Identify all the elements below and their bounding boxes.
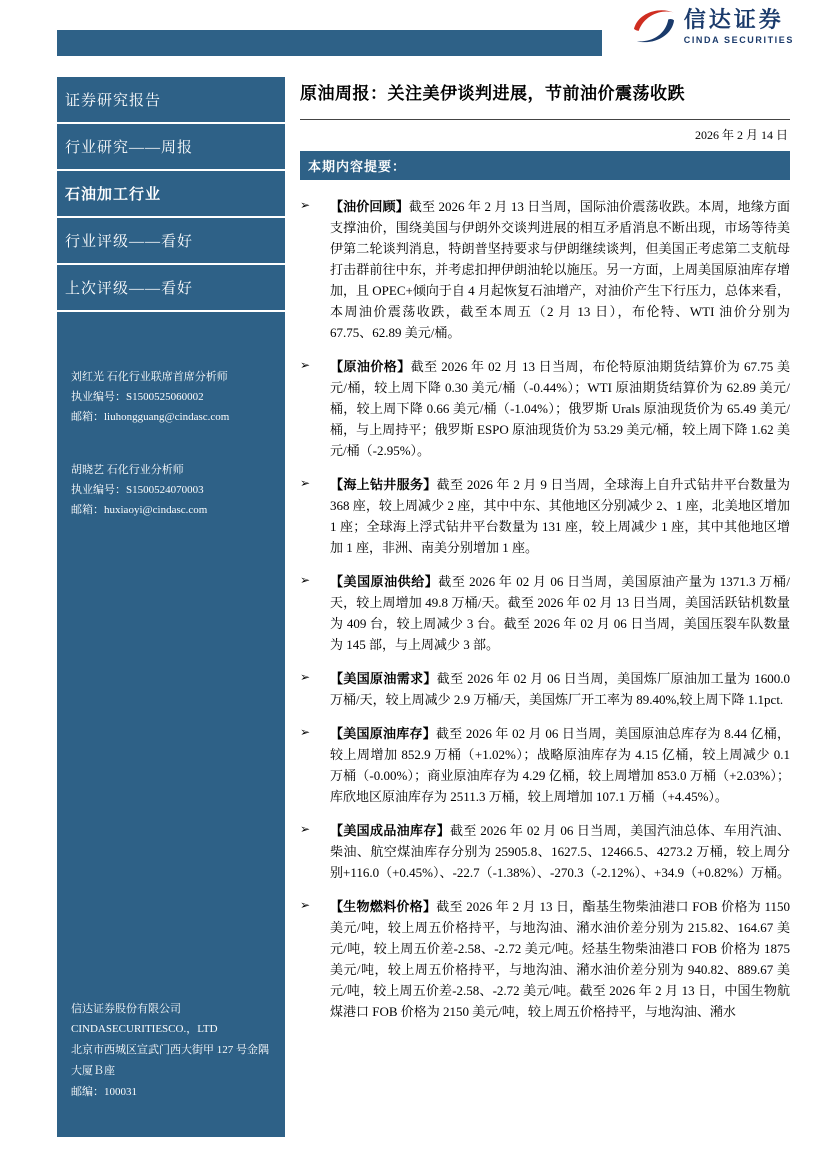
sidebar-items (57, 75, 285, 312)
summary-bar: 本期内容提要： (300, 151, 790, 180)
top-banner (57, 30, 602, 56)
brand-name-en: CINDA SECURITIES (683, 34, 794, 45)
arrow-bullet-icon: ➢ (300, 897, 311, 912)
bullet-text: 【生物燃料价格】截至 2026 年 2 月 13 日，酯基生物柴油港口 FOB 价格为 1150 美元/吨，较上周五价格持平，与地沟油、潲水油价差分别为 215.82、164.67 美元/吨，较上周五价差-2.58、-2.72 美元/吨。烃基生物柴油港口 FOB 价格为 1875 美元/吨，较上周五价格持平，与地沟油、潲水油价差分别为 940.82、889.67 美元/吨，较上周五价差-2.58、-2.72 美元/吨。截至 2026 年 2 月 13 日，中国生物航煤港口 FOB 价格为 2150 美元/吨，较上周五价格持平，与地沟油、潲水 (330, 898, 790, 1019)
sidebar-item: 行业研究——周报 (57, 124, 285, 171)
bullet-list (300, 196, 790, 1022)
bullet-tag: 【美国原油库存】 (330, 725, 436, 741)
summary-bullet (300, 896, 790, 1022)
sidebar-item: 行业评级——看好 (57, 218, 285, 265)
logo-text (684, 8, 794, 45)
arrow-bullet-icon: ➢ (300, 357, 311, 372)
brand-name-cn: 信达证券 (683, 7, 784, 33)
arrow-bullet-icon: ➢ (300, 197, 311, 212)
bullet-text: 【原油价格】截至 2026 年 02 月 13 日当周，布伦特原油期货结算价为 67.75 美元/桶，较上周下降 0.30 美元/桶（-0.44%）；WTI 原油期货结算价为 62.89 美元/桶，较上周下降 0.66 美元/桶（-1.04%）；俄罗斯 Urals 原油现货价为 65.49 美元/桶，与上周持平；俄罗斯 ESPO 原油现货价为 53.29 美元/桶，较上周下降 1.62 美元/桶（-2.95%）。 (330, 358, 790, 458)
summary-bullet (300, 474, 790, 558)
bullet-text: 【油价回顾】截至 2026 年 2 月 13 日当周，国际油价震荡收跌。本周，地缘方面支撑油价，围绕美国与伊朗外交谈判进展的相互矛盾消息不断出现，市场等待美伊第二轮谈判消息，特朗普坚持要求与伊朗继续谈判，但美国正考虑第二支航母打击群前往中东，并考虑扣押伊朗油轮以施压。另一方面，上周美国原油库存增加，且 OPEC+倾向于自 4 月起恢复石油增产，对油价产生下行压力，总体来看，本周油价震荡收跌，截至本周五（2 月 13 日），布伦特、WTI 油价分别为 67.75、62.89 美元/桶。 (330, 198, 790, 340)
analyst-line: 邮箱：huxiaoyi@cindasc.com (71, 503, 208, 516)
bullet-text: 【海上钻井服务】截至 2026 年 2 月 9 日当周，全球海上自升式钻井平台数量为 368 座，较上周减少 2 座，其中中东、其他地区分别减少 2、1 座，北美地区增加 1 座；全球海上浮式钻井平台数量为 131 座，较上周减少 1 座，其中其他地区增加 1 座，非洲、南美分别增加 1 座。 (330, 476, 790, 555)
main-content (300, 82, 790, 1035)
summary-bullet (300, 820, 790, 883)
summary-bullet (300, 571, 790, 655)
arrow-bullet-icon: ➢ (300, 724, 311, 739)
logo-swoosh-icon (631, 6, 677, 48)
report-date: 2026 年 2 月 14 日 (694, 127, 788, 142)
analyst-block (71, 461, 271, 520)
company-info-line: 信达证券股份有限公司 (71, 1002, 181, 1015)
arrow-bullet-icon: ➢ (300, 669, 311, 684)
company-info (57, 999, 283, 1103)
bullet-text: 【美国原油需求】截至 2026 年 02 月 06 日当周，美国炼厂原油加工量为 1600.0 万桶/天，较上周减少 2.9 万桶/天，美国炼厂开工率为 89.40%,较上周下降 1.1pct. (330, 670, 790, 707)
arrow-bullet-icon: ➢ (300, 475, 311, 490)
bullet-tag: 【美国成品油库存】 (330, 822, 451, 838)
bullet-text: 【美国原油库存】截至 2026 年 02 月 06 日当周，美国原油总库存为 8.44 亿桶，较上周增加 852.9 万桶（+1.02%）；战略原油库存为 4.15 亿桶，较上周减少 0.1 万桶（-0.00%）；商业原油库存为 4.29 亿桶，较上周增加 853.0 万桶（+2.03%）；库欣地区原油库存为 2511.3 万桶，较上周增加 107.1 万桶（+4.45%）。 (330, 725, 790, 804)
analyst-line: 执业编号：S1500524070003 (71, 484, 204, 497)
analyst-line: 胡晓艺 石化行业分析师 (71, 464, 184, 477)
bullet-tag: 【油价回顾】 (330, 198, 409, 214)
sidebar-item: 证券研究报告 (57, 77, 285, 124)
analyst-line: 执业编号：S1500525060002 (71, 390, 204, 403)
bullet-text: 【美国原油供给】截至 2026 年 02 月 06 日当周，美国原油产量为 1371.3 万桶/天，较上周增加 49.8 万桶/天。截至 2026 年 02 月 13 日当周，美国活跃钻机数量为 409 台，较上周减少 3 台。截至 2026 年 02 月 06 日当周，美国压裂车队数量为 145 部，与上周减少 3 部。 (330, 573, 790, 652)
bullet-tag: 【原油价格】 (330, 358, 411, 374)
company-logo (631, 6, 794, 48)
summary-bullet (300, 668, 790, 710)
summary-bullet (300, 723, 790, 807)
bullet-tag: 【美国原油需求】 (330, 670, 437, 686)
bullet-tag: 【美国原油供给】 (330, 573, 439, 589)
summary-bullet (300, 196, 790, 343)
company-info-line: 邮编：100031 (71, 1086, 137, 1099)
company-info-line: CINDASECURITIESCO.，LTD (71, 1023, 218, 1036)
report-title: 原油周报：关注美伊谈判进展，节前油价震荡收跌 (300, 84, 685, 103)
sidebar-item: 石油加工行业 (57, 171, 285, 218)
analyst-line: 邮箱：liuhongguang@cindasc.com (71, 410, 230, 423)
arrow-bullet-icon: ➢ (300, 821, 311, 836)
arrow-bullet-icon: ➢ (300, 572, 311, 587)
analyst-line: 刘红光 石化行业联席首席分析师 (71, 371, 228, 383)
bullet-tag: 【生物燃料价格】 (330, 898, 437, 914)
sidebar (57, 75, 285, 1137)
bullet-tag: 【海上钻井服务】 (330, 476, 437, 492)
summary-bullet (300, 356, 790, 461)
company-info-line: 大厦Ｂ座 (71, 1065, 115, 1078)
company-info-line: 北京市西城区宣武门西大街甲 127 号金隅 (71, 1044, 269, 1057)
sidebar-item: 上次评级——看好 (57, 265, 285, 312)
analyst-block (71, 368, 271, 427)
analyst-list (57, 368, 285, 521)
bullet-text: 【美国成品油库存】截至 2026 年 02 月 06 日当周，美国汽油总体、车用汽油、柴油、航空煤油库存分别为 25905.8、1627.5、12466.5、4273.2 万桶，较上周分别+116.0（+0.45%）、-22.7（-1.38%）、-270.3（-2.12%）、+34.9（+0.82%）万桶。 (330, 822, 790, 880)
